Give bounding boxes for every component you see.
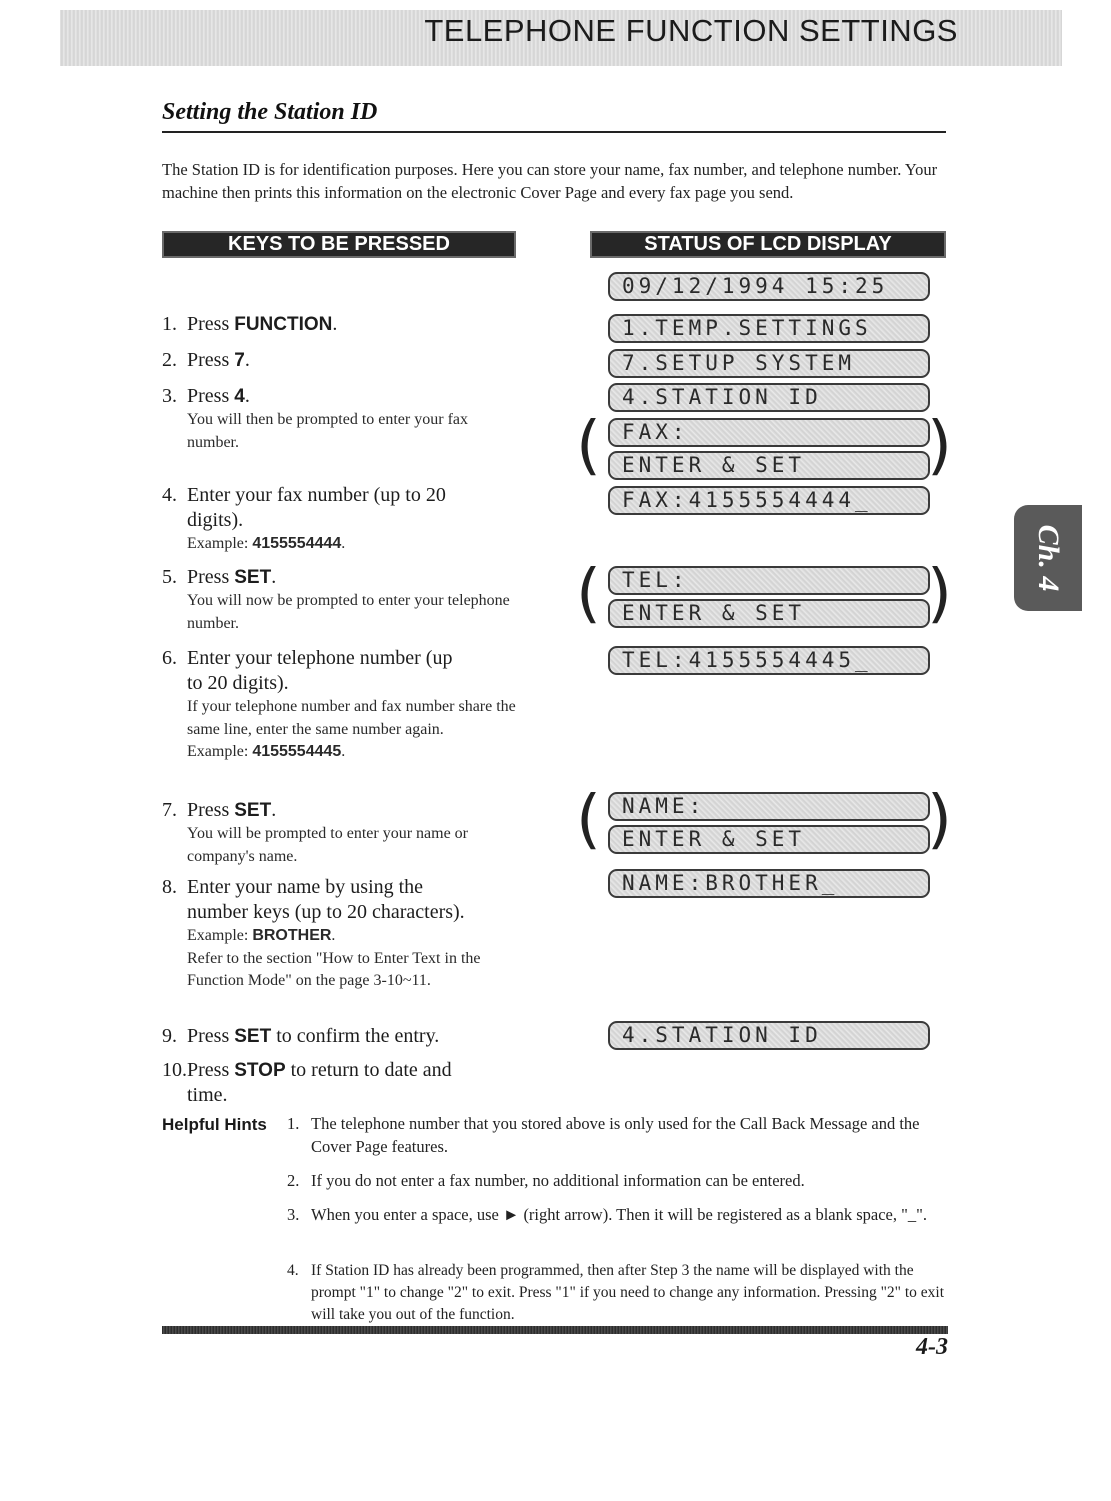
step-3-note: You will then be prompted to enter your fax number. — [187, 411, 468, 451]
footer-divider — [162, 1326, 948, 1334]
lcd-fax-value: FAX:4155554444_ — [608, 486, 930, 515]
hint-item: 4. If Station ID has already been programmed, then after Step 3 the name will be displayed with the prompt "1" to change "2" to exit. Press "1" if you need to change any information. Pressing "2" to exit will take you out of the function. — [287, 1262, 945, 1323]
step-3: 3. Press 4. You will then be prompted to enter your fax number. — [162, 384, 522, 454]
hint-item: 1. The telephone number that you stored above is only used for the Call Back Message and the Cover Page features. — [287, 1114, 920, 1156]
key-set: SET — [234, 567, 272, 588]
lcd-tel-value: TEL:4155554445_ — [608, 646, 930, 675]
lcd-name-value: NAME:BROTHER_ — [608, 869, 930, 898]
alternating-left-arrow-icon: ( — [576, 783, 601, 857]
step-1: 1. Press FUNCTION. — [162, 313, 338, 335]
step-5: 5. Press SET. You will now be prompted to enter your telephone number. — [162, 565, 522, 635]
lcd-enter-set: ENTER & SET — [608, 599, 930, 628]
lcd-enter-set: ENTER & SET — [608, 451, 930, 480]
chapter-tab: Ch. 4 — [1014, 505, 1082, 611]
lcd-setup-system: 7.SETUP SYSTEM — [608, 349, 930, 378]
alternating-right-arrow-icon: ) — [927, 409, 952, 483]
step-9: 9. Press SET to confirm the entry. — [162, 1025, 440, 1047]
key-set: SET — [234, 1026, 272, 1047]
step-6: 6. Enter your telephone number (up to 20 digits). If your telephone number and fax number share the same line, enter the same number again. Example: 4155554445. — [162, 646, 522, 764]
alternating-left-arrow-icon: ( — [576, 557, 601, 631]
key-function: FUNCTION — [234, 314, 333, 335]
lcd-tel-prompt: TEL: — [608, 566, 930, 595]
page-header-title: TELEPHONE FUNCTION SETTINGS — [424, 13, 958, 48]
key-set: SET — [234, 800, 272, 821]
key-4: 4 — [234, 386, 245, 407]
lcd-station-id: 4.STATION ID — [608, 383, 930, 412]
lcd-temp-settings: 1.TEMP.SETTINGS — [608, 314, 930, 343]
step-8: 8. Enter your name by using the number keys (up to 20 characters). Example: BROTHER. Refer to the section "How to Enter Text in the Function Mode" on the page 3-10~11. — [162, 875, 522, 993]
step-4: 4. Enter your fax number (up to 20 digits). Example: 4155554444. — [162, 484, 446, 552]
lcd-status-band: STATUS OF LCD DISPLAY — [590, 231, 946, 258]
intro-paragraph: The Station ID is for identification purposes. Here you can store your name, fax number, and telephone number. Your machine then prints this information on the electronic Cover Page and every fax page you send. — [162, 160, 938, 202]
example-tel-number: 4155554445 — [252, 743, 342, 760]
lcd-station-id-final: 4.STATION ID — [608, 1021, 930, 1050]
example-name: BROTHER — [252, 927, 332, 944]
title-divider — [162, 131, 946, 133]
keys-to-be-pressed-band: KEYS TO BE PRESSED — [162, 231, 516, 258]
alternating-left-arrow-icon: ( — [576, 409, 601, 483]
hint-item: 3. When you enter a space, use ► (right arrow). Then it will be registered as a blank space, "_". — [287, 1205, 927, 1224]
lcd-fax-prompt: FAX: — [608, 418, 930, 447]
helpful-hints-label: Helpful Hints — [162, 1115, 267, 1134]
step-7: 7. Press SET. You will be prompted to enter your name or company's name. — [162, 798, 522, 868]
step-5-note: You will now be prompted to enter your telephone number. — [187, 592, 510, 632]
alternating-right-arrow-icon: ) — [927, 557, 952, 631]
step-7-note: You will be prompted to enter your name or company's name. — [187, 825, 468, 865]
lcd-datetime: 09/12/1994 15:25 — [608, 272, 930, 301]
key-7: 7 — [234, 350, 245, 371]
lcd-enter-set: ENTER & SET — [608, 825, 930, 854]
hint-item: 2. If you do not enter a fax number, no additional information can be entered. — [287, 1171, 805, 1190]
step-2: 2. Press 7. — [162, 349, 250, 371]
page-number: 4-3 — [916, 1334, 948, 1360]
alternating-right-arrow-icon: ) — [927, 783, 952, 857]
header-bar — [60, 10, 1062, 66]
key-stop: STOP — [234, 1060, 286, 1081]
section-title: Setting the Station ID — [162, 99, 378, 125]
step-6-note: If your telephone number and fax number share the same line, enter the same number again. — [187, 698, 516, 738]
step-10: 10. Press STOP to return to date and time. — [162, 1059, 452, 1106]
right-arrow-icon: ► — [502, 1205, 520, 1224]
lcd-name-prompt: NAME: — [608, 792, 930, 821]
example-fax-number: 4155554444 — [252, 535, 342, 552]
step-8-note: Refer to the section "How to Enter Text in the Function Mode" on the page 3-10~11. — [187, 949, 481, 989]
